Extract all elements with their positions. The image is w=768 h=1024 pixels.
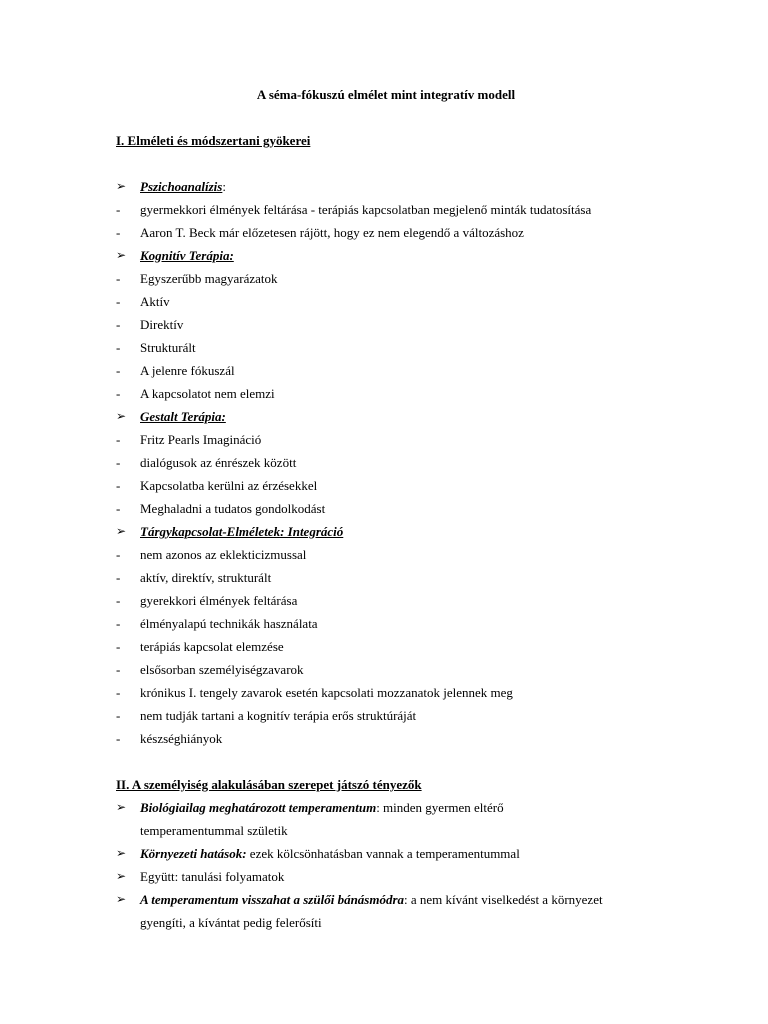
dash-bullet: - (116, 708, 121, 723)
dash-bullet: - (116, 340, 121, 355)
dash-bullet: - (116, 363, 121, 378)
dash-list-item (116, 589, 656, 612)
dash-list-item (116, 428, 656, 451)
dash-list-item (116, 290, 656, 313)
section-1-heading: I. Elméleti és módszertani gyökerei (116, 133, 311, 148)
arrow-bullet-icon: ➢ (116, 892, 127, 906)
item-description: ezek kölcsönhatásban vannak a temperamentummal (246, 846, 520, 861)
section-1-list (116, 175, 656, 750)
subsection-label: Gestalt Terápia: (140, 409, 226, 424)
dash-list-item (116, 313, 656, 336)
dash-list-item (116, 221, 656, 244)
dash-bullet: - (116, 386, 121, 401)
dash-list-item (116, 681, 656, 704)
arrow-list-item (116, 520, 656, 543)
dash-bullet: - (116, 616, 121, 631)
dash-bullet: - (116, 294, 121, 309)
dash-bullet: - (116, 639, 121, 654)
item-description: Együtt: tanulási folyamatok (140, 869, 285, 884)
list-item-text (140, 865, 284, 888)
dash-bullet: - (116, 662, 121, 677)
arrow-bullet-icon: ➢ (116, 524, 127, 538)
list-item-text: Fritz Pearls Imagináció (140, 432, 262, 447)
dash-bullet: - (116, 593, 121, 608)
dash-list-item (116, 198, 656, 221)
subsection-label: Tárgykapcsolat-Elméletek: Integráció (140, 524, 344, 539)
item-description: : a nem kívánt viselkedést a környezet (404, 892, 603, 907)
dash-list-item (116, 658, 656, 681)
list-item-text (140, 244, 234, 267)
dash-list-item (116, 267, 656, 290)
arrow-list-item (116, 842, 656, 865)
list-item-text (140, 405, 226, 428)
list-item-text: dialógusok az énrészek között (140, 455, 297, 470)
dash-bullet: - (116, 225, 121, 240)
list-item-text: A kapcsolatot nem elemzi (140, 386, 275, 401)
list-item-text: gyermekkori élmények feltárása - terápiás kapcsolatban megjelenő minták tudatosítása (140, 202, 592, 217)
section-2-list (116, 796, 656, 934)
dash-bullet: - (116, 547, 121, 562)
arrow-bullet-icon: ➢ (116, 869, 127, 883)
dash-bullet: - (116, 731, 121, 746)
list-item-text (140, 520, 343, 543)
dash-bullet: - (116, 455, 121, 470)
item-term: A temperamentum visszahat a szülői bánásmódra (140, 892, 405, 907)
list-item-text: élményalapú technikák használata (140, 616, 318, 631)
continuation-line (116, 819, 656, 842)
list-item-text: Strukturált (140, 340, 196, 355)
dash-list-item (116, 612, 656, 635)
dash-bullet: - (116, 317, 121, 332)
dash-list-item (116, 543, 656, 566)
arrow-bullet-icon: ➢ (116, 248, 127, 262)
arrow-list-item (116, 244, 656, 267)
dash-list-item (116, 451, 656, 474)
dash-list-item (116, 635, 656, 658)
subsection-label: Kognitív Terápia: (140, 248, 234, 263)
list-item-text: terápiás kapcsolat elemzése (140, 639, 284, 654)
document-title: A séma-fókuszú elmélet mint integratív modell (256, 87, 516, 102)
list-item-text: nem tudják tartani a kognitív terápia erős struktúráját (140, 708, 417, 723)
item-term: Biológiailag meghatározott temperamentum (140, 800, 377, 815)
list-item-text (140, 888, 603, 911)
dash-bullet: - (116, 432, 121, 447)
list-item-text: gyerekkori élmények feltárása (140, 593, 298, 608)
list-item-text: nem azonos az eklekticizmussal (140, 547, 307, 562)
arrow-bullet-icon: ➢ (116, 409, 127, 423)
dash-bullet: - (116, 478, 121, 493)
dash-list-item (116, 727, 656, 750)
dash-list-item (116, 704, 656, 727)
arrow-list-item (116, 405, 656, 428)
dash-list-item (116, 382, 656, 405)
list-item-text (140, 175, 226, 198)
list-item-text (140, 796, 504, 819)
subsection-label: Pszichoanalízis (140, 179, 223, 194)
arrow-bullet-icon: ➢ (116, 846, 127, 860)
dash-bullet: - (116, 271, 121, 286)
dash-list-item (116, 474, 656, 497)
list-item-text: Kapcsolatba kerülni az érzésekkel (140, 478, 318, 493)
arrow-bullet-icon: ➢ (116, 800, 127, 814)
arrow-list-item (116, 888, 656, 911)
dash-bullet: - (116, 685, 121, 700)
dash-list-item (116, 497, 656, 520)
arrow-bullet-icon: ➢ (116, 179, 127, 193)
label-suffix: : (222, 179, 226, 194)
document-page (116, 83, 656, 934)
list-item-text: temperamentummal születik (140, 823, 288, 838)
item-description: : minden gyermen eltérő (376, 800, 504, 815)
dash-bullet: - (116, 570, 121, 585)
list-item-text: készséghiányok (140, 731, 223, 746)
arrow-list-item (116, 865, 656, 888)
dash-list-item (116, 566, 656, 589)
list-item-text: elsősorban személyiségzavarok (140, 662, 304, 677)
arrow-list-item (116, 175, 656, 198)
item-term: Környezeti hatások: (140, 846, 247, 861)
continuation-line (116, 911, 656, 934)
list-item-text: A jelenre fókuszál (140, 363, 235, 378)
list-item-text: aktív, direktív, strukturált (140, 570, 272, 585)
list-item-text: Direktív (140, 317, 184, 332)
section-2-heading: II. A személyiség alakulásában szerepet játszó tényezők (116, 777, 422, 792)
list-item-text: krónikus I. tengely zavarok esetén kapcsolati mozzanatok jelennek meg (140, 685, 513, 700)
list-item-text: Aaron T. Beck már előzetesen rájött, hogy ez nem elegendő a változáshoz (140, 225, 524, 240)
dash-bullet: - (116, 202, 121, 217)
list-item-text: Meghaladni a tudatos gondolkodást (140, 501, 326, 516)
dash-bullet: - (116, 501, 121, 516)
list-item-text: Egyszerűbb magyarázatok (140, 271, 278, 286)
dash-list-item (116, 359, 656, 382)
dash-list-item (116, 336, 656, 359)
list-item-text (140, 842, 520, 865)
list-item-text: Aktív (140, 294, 170, 309)
arrow-list-item (116, 796, 656, 819)
list-item-text: gyengíti, a kívántat pedig felerősíti (140, 915, 322, 930)
